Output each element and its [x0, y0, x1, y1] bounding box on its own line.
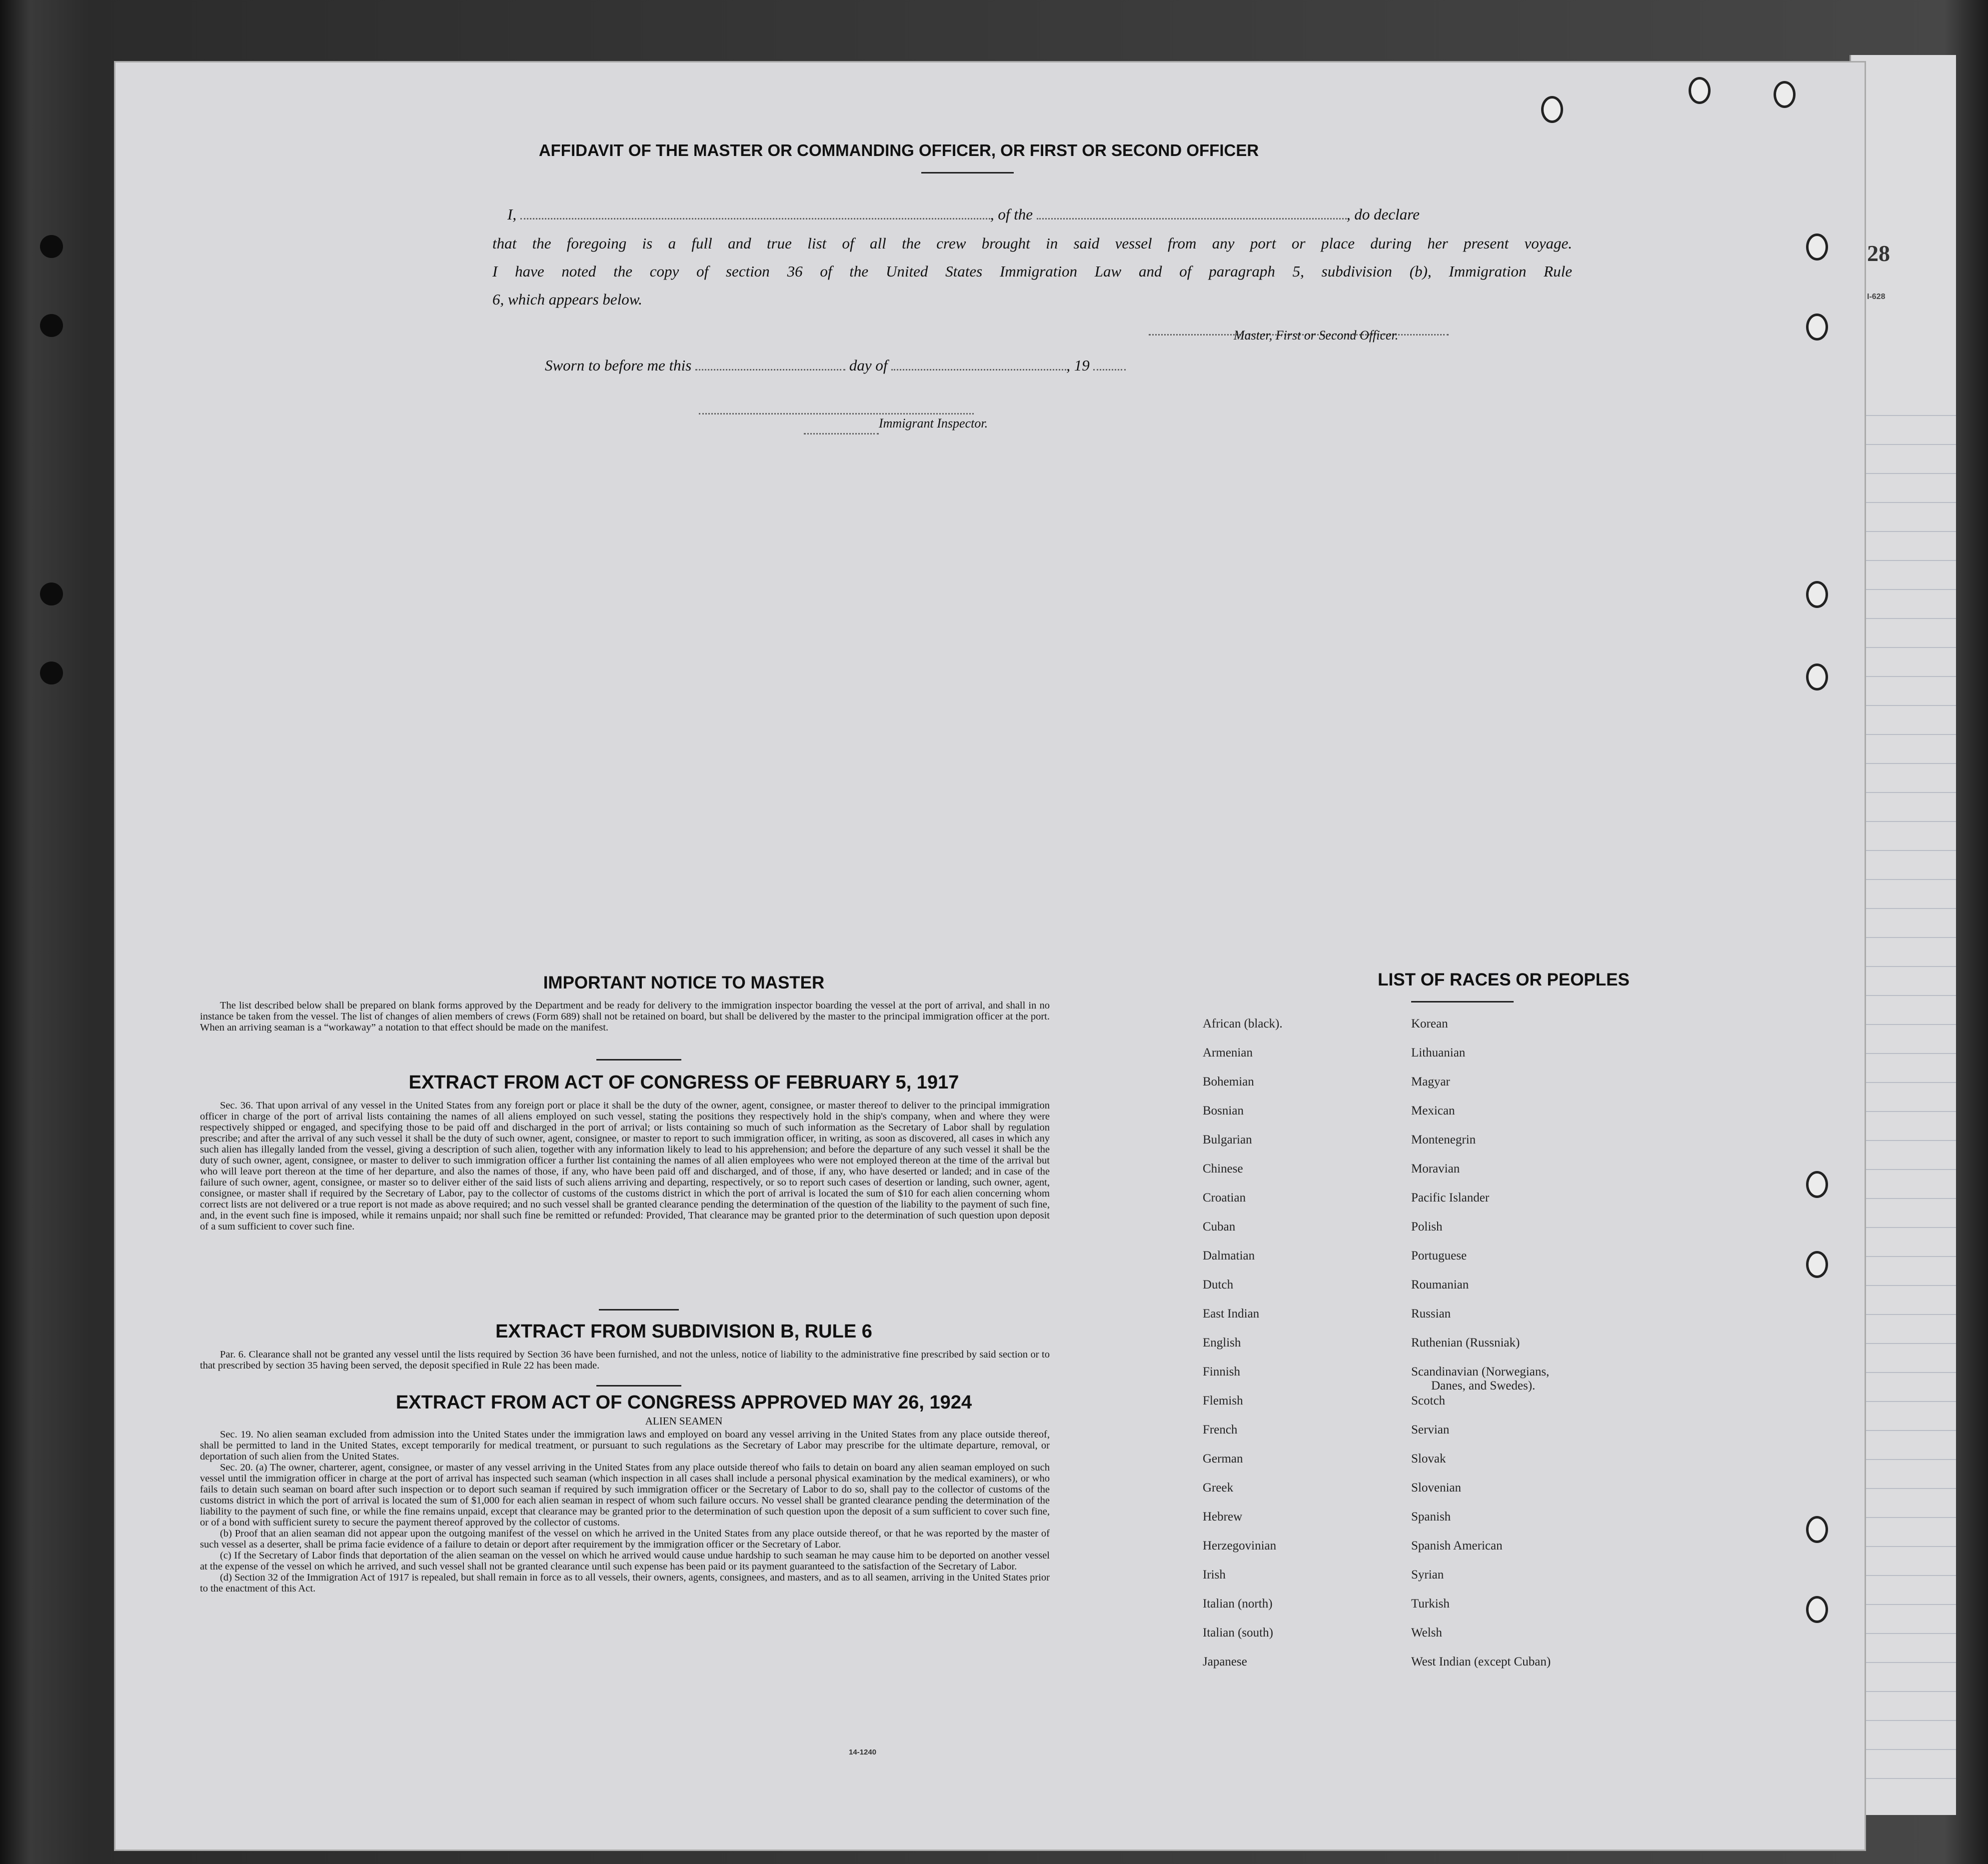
race-item: Cuban: [1203, 1220, 1236, 1234]
race-item: Syrian: [1411, 1568, 1444, 1582]
ruled-line: [1866, 502, 1956, 503]
race-item: East Indian: [1203, 1307, 1260, 1320]
ruled-line: [1866, 618, 1956, 619]
ruled-line: [1866, 1053, 1956, 1054]
race-item: Dutch: [1203, 1278, 1234, 1292]
ruled-line: [1866, 821, 1956, 822]
ruled-line: [1866, 792, 1956, 793]
race-item: African (black).: [1203, 1017, 1283, 1030]
race-item: Armenian: [1203, 1046, 1253, 1060]
ruled-line: [1866, 1430, 1956, 1431]
race-item: West Indian (except Cuban): [1411, 1655, 1551, 1668]
race-item: English: [1203, 1336, 1241, 1350]
binder-hole: [40, 314, 63, 337]
race-item: Lithuanian: [1411, 1046, 1466, 1060]
race-item: Spanish: [1411, 1510, 1451, 1524]
ruled-line: [1866, 1778, 1956, 1779]
sworn-year-field[interactable]: [1093, 357, 1126, 370]
ruled-line: [1866, 1459, 1956, 1460]
ruled-line: [1866, 1749, 1956, 1750]
race-item: Irish: [1203, 1568, 1226, 1582]
races-rule: [1411, 1001, 1514, 1002]
ruled-line: [1866, 705, 1956, 706]
ruled-line: [1866, 531, 1956, 532]
extract-1924-body: [200, 1429, 1050, 1594]
punch-hole: [1689, 77, 1711, 104]
master-signature-label: Master, First or Second Officer.: [1234, 328, 1399, 342]
race-item: German: [1203, 1452, 1243, 1466]
sec20a-paragraph: Sec. 20. (a) The owner, charterer, agent, consignee, or master of any vessel arriving in the United States from any place outside thereof who fails to detain on board any alien seaman employed on such vessel until the immigration officer in charge at the port of arrival has inspected such seaman (which inspection in all cases shall include a personal physical examination by the medical examiners), or who fails to detain such seaman on board after such inspection or to deport such seaman if required by such immigration officer or the Secretary of Labor to do so, shall pay to the collector of customs of the customs district in which the port of arrival is located the sum of $1,000 for each alien seaman in respect of whom such failure occurs. No vessel shall be granted clearance pending the determination of the liability to the payment of such fine, or while the fine remains unpaid, except that clearance may be granted prior to the determination of such question upon the deposit of a sum sufficient to cover such fine, or of a bond with sufficient surety to secure the payment thereof approved by the collector of customs.: [200, 1462, 1050, 1528]
ruled-line: [1866, 1285, 1956, 1286]
document-page: [114, 61, 1866, 1851]
race-item: French: [1203, 1423, 1238, 1436]
ruled-line: [1866, 1517, 1956, 1518]
extract-1917-title: EXTRACT FROM ACT OF CONGRESS OF FEBRUARY 5, 1917: [408, 1072, 959, 1093]
ruled-line: [1866, 995, 1956, 996]
binder-hole: [40, 662, 63, 684]
ruled-line: [1866, 1633, 1956, 1634]
sec19-paragraph: Sec. 19. No alien seaman excluded from admission into the United States under the immigration laws and employed on board any vessel arriving in the United States from any place outside thereof, shall be permitted to land in the United States, except temporarily for medical treatment, or pursuant to such regulations as the Secretary of Labor may prescribe for the ultimate departure, removal, or deportation of such alien from the United States.: [200, 1429, 1050, 1462]
punch-hole: [1806, 314, 1828, 340]
punch-hole: [1806, 234, 1828, 260]
race-item: Japanese: [1203, 1655, 1247, 1668]
sec20d-paragraph: (d) Section 32 of the Immigration Act of 1917 is repealed, but shall remain in force as to all vessels, their owners, agents, consignees, and masters, and as to all seamen, arriving in the United States prior to the enactment of this Act.: [200, 1572, 1050, 1594]
punch-hole: [1806, 1516, 1828, 1543]
notice-body: [200, 1000, 1050, 1033]
punch-hole: [1806, 1251, 1828, 1278]
form-number: 14-1240: [849, 1748, 877, 1756]
notice-paragraph: The list described below shall be prepared on blank forms approved by the Department and be ready for delivery to the immigration inspector boarding the vessel at the port of arrival, and shall in no instance be taken from the vessel. The list of changes of alien members of crews (Form 689) shall not be retained on board, but shall be delivered by the master to the principal immigration officer at the port. When an arriving seaman is a “workaway” a notation to that effect should be made on the manifest.: [200, 1000, 1050, 1033]
affidavit-i: I,: [507, 206, 517, 223]
inspector-signature-field[interactable]: [699, 401, 974, 414]
punch-hole: [1806, 664, 1828, 690]
ruled-line: [1866, 1401, 1956, 1402]
ruled-line: [1866, 1575, 1956, 1576]
year-text: , 19: [1066, 356, 1090, 374]
race-item: Korean: [1411, 1017, 1448, 1030]
race-item: Croatian: [1203, 1191, 1246, 1204]
ruled-line: [1866, 734, 1956, 735]
ruled-line: [1866, 1314, 1956, 1315]
ruled-line: [1866, 647, 1956, 648]
ruled-line: [1866, 473, 1956, 474]
extract-1924-title: EXTRACT FROM ACT OF CONGRESS APPROVED MAY 26, 1924: [395, 1392, 972, 1413]
inspector-lead-dots: [804, 421, 879, 434]
sec36-paragraph: Sec. 36. That upon arrival of any vessel in the United States from any foreign port or place it shall be the duty of the owner, agent, consignee, or master thereof to deliver to the principal immigration officer in charge of the port of arrival lists containing the names of all aliens employed on such vessel, stating the positions they respectively hold in the ship's company, when and where they were respectively shipped or engaged, and specifying those to be paid off and discharged in the port of arrival; or lists containing so much of such information as the Secretary of Labor shall by regulation prescribe; and after the arrival of any such vessel it shall be the duty of such owner, agent, consignee, or master to report to such immigration officer, in writing, as soon as discovered, all cases in which any such alien has illegally landed from the vessel, giving a description of such alien, together with any information likely to lead to his apprehension; and before the departure of any such vessel it shall be the duty of such owner, agent, consignee, or master to deliver to such immigration officer a further list containing the names of all alien employees who were not employed thereon at the time of the arrival but who will leave port thereon at the time of her departure, and also the names of those, if any, who have been paid off and discharged, and of those, if any, who have deserted or landed; and in case of the failure of such owner, agent, consignee, or master so to deliver either of the said lists of such aliens arriving and departing, respectively, or so to report such cases of desertion or landing, such owner, agent, consignee, or master shall if required by the Secretary of Labor, pay to the collector of customs of the customs district in which the port of arrival is located the sum of $10 for each alien concerning whom correct lists are not delivered or a true report is not made as above required; and no such vessel shall be granted clearance pending the determination of the question of the liability to the payment of such fine, and, in the event such fine is imposed, while it remains unpaid; nor shall such fine be remitted or refunded: Provided, That clearance may be granted prior to the determination of such question upon deposit of a sum sufficient to cover such fine.: [200, 1100, 1050, 1232]
ruled-line: [1866, 908, 1956, 909]
ruled-line: [1866, 1082, 1956, 1083]
sworn-text: Sworn to before me this: [545, 356, 692, 374]
ruled-line: [1866, 966, 1956, 967]
title-rule: [921, 172, 1014, 174]
ruled-line: [1866, 1488, 1956, 1489]
par6-paragraph: Par. 6. Clearance shall not be granted any vessel until the lists required by Section 36 have been furnished, and not the unless, notice of liability to the administrative fine prescribed by said section or to that prescribed by section 35 having been served, the deposit specified in Rule 22 has been made.: [200, 1349, 1050, 1371]
race-item: Italian (north): [1203, 1597, 1273, 1610]
ruled-line: [1866, 1256, 1956, 1257]
affidavit-declare: , do declare: [1346, 206, 1420, 223]
race-item: Montenegrin: [1411, 1133, 1476, 1146]
punch-hole: [1806, 581, 1828, 608]
race-item: Portuguese: [1411, 1249, 1467, 1262]
ruled-line: [1866, 879, 1956, 880]
affidavit-of-the: , of the: [990, 206, 1033, 223]
race-item: Herzegovinian: [1203, 1539, 1277, 1552]
race-item: Scandinavian (Norwegians,: [1411, 1365, 1550, 1378]
affidavit-title: AFFIDAVIT OF THE MASTER OR COMMANDING OFFICER, OR FIRST OR SECOND OFFICER: [538, 141, 1259, 160]
race-item: Spanish American: [1411, 1539, 1503, 1552]
race-item: Bulgarian: [1203, 1133, 1252, 1146]
affidavit-line-4: 6, which appears below.: [492, 290, 642, 308]
sec20c-paragraph: (c) If the Secretary of Labor finds that deportation of the alien seaman on the vessel on which he arrived would cause undue hardship to such seaman he may cause him to be deported on another vessel at the expense of the vessel on which he arrived, and such vessel shall not be granted clearance until such expense has been paid or its payment guaranteed to the satisfaction of the Secretary of Labor.: [200, 1550, 1050, 1572]
ruled-line: [1866, 560, 1956, 561]
ruled-line: [1866, 1720, 1956, 1721]
affidavit-line-1: [507, 200, 1572, 229]
race-item: Polish: [1411, 1220, 1443, 1234]
ruled-line: [1866, 937, 1956, 938]
ruled-line: [1866, 1111, 1956, 1112]
race-item: Scotch: [1411, 1394, 1446, 1408]
punch-hole: [1774, 81, 1796, 108]
affidavit-line-2: that the foregoing is a full and true list of all the crew brought in said vessel from any port or place during her present voyage.: [492, 234, 1572, 252]
punch-hole: [1806, 1171, 1828, 1198]
sworn-day-field[interactable]: [695, 357, 845, 370]
race-item: Pacific Islander: [1411, 1191, 1490, 1204]
ruled-line: [1866, 676, 1956, 677]
ruled-line: [1866, 1604, 1956, 1605]
vessel-field[interactable]: [1037, 206, 1347, 220]
name-field[interactable]: [520, 206, 990, 220]
race-item: Bosnian: [1203, 1104, 1244, 1118]
notice-title: IMPORTANT NOTICE TO MASTER: [543, 973, 825, 992]
race-item: Flemish: [1203, 1394, 1243, 1408]
race-item: Moravian: [1411, 1162, 1460, 1176]
rule6-title: EXTRACT FROM SUBDIVISION B, RULE 6: [495, 1321, 872, 1342]
races-title: LIST OF RACES OR PEOPLES: [1378, 970, 1630, 990]
race-item: Magyar: [1411, 1075, 1450, 1088]
race-item: Danes, and Swedes).: [1431, 1379, 1536, 1392]
ruled-line: [1866, 1343, 1956, 1344]
ruled-line: [1866, 850, 1956, 851]
ruled-line: [1866, 763, 1956, 764]
ruled-line: [1866, 1372, 1956, 1373]
section-rule: [596, 1385, 681, 1386]
ruled-line: [1866, 1227, 1956, 1228]
ruled-line: [1866, 444, 1956, 445]
race-item: Finnish: [1203, 1365, 1241, 1378]
ruled-line: [1866, 415, 1956, 416]
punch-hole: [1806, 1596, 1828, 1623]
race-item: Turkish: [1411, 1597, 1450, 1610]
race-item: Servian: [1411, 1423, 1450, 1436]
affidavit-line-3: I have noted the copy of section 36 of the United States Immigration Law and of paragraph 5, subdivision (b), Immigration Rule: [492, 262, 1572, 280]
binder-hole: [40, 235, 63, 258]
race-item: Hebrew: [1203, 1510, 1243, 1524]
ruled-line: [1866, 1691, 1956, 1692]
race-item: Russian: [1411, 1307, 1451, 1320]
race-item: Chinese: [1203, 1162, 1243, 1176]
section-rule: [596, 1059, 681, 1060]
sworn-month-field[interactable]: [891, 357, 1066, 370]
race-item: Greek: [1203, 1481, 1234, 1494]
rule6-body: [200, 1349, 1050, 1371]
day-of-text: day of: [849, 356, 888, 374]
extract-1917-body: [200, 1100, 1050, 1232]
ruled-line: [1866, 589, 1956, 590]
race-item: Italian (south): [1203, 1626, 1273, 1640]
race-item: Dalmatian: [1203, 1249, 1255, 1262]
binder-hole: [40, 582, 63, 606]
sec20b-paragraph: (b) Proof that an alien seaman did not appear upon the outgoing manifest of the vessel on which he arrived in the United States from any place outside thereof, or that he was reported by the master of such vessel as a deserter, shall be prima facie evidence of a failure to detain or deport after requirement by the immigration officer or the Secretary of Labor.: [200, 1528, 1050, 1550]
ruled-line: [1866, 1140, 1956, 1141]
sworn-line: [545, 351, 1295, 380]
ruled-line: [1866, 1662, 1956, 1663]
ruled-line: [1866, 1546, 1956, 1547]
race-item: Slovak: [1411, 1452, 1446, 1466]
alien-seamen-subtitle: ALIEN SEAMEN: [645, 1415, 723, 1427]
race-item: Roumanian: [1411, 1278, 1469, 1292]
race-item: Bohemian: [1203, 1075, 1254, 1088]
punch-hole: [1541, 96, 1563, 123]
race-item: Mexican: [1411, 1104, 1455, 1118]
inspector-signature-label: Immigrant Inspector.: [879, 416, 988, 430]
ruled-line: [1866, 1169, 1956, 1170]
underlying-form-code: I-628: [1867, 292, 1886, 301]
ruled-line: [1866, 1198, 1956, 1199]
ruled-line: [1866, 1024, 1956, 1025]
section-rule: [599, 1309, 679, 1310]
race-item: Slovenian: [1411, 1481, 1461, 1494]
race-item: Welsh: [1411, 1626, 1442, 1640]
underlying-page-number: 28: [1867, 240, 1890, 266]
race-item: Ruthenian (Russniak): [1411, 1336, 1520, 1350]
